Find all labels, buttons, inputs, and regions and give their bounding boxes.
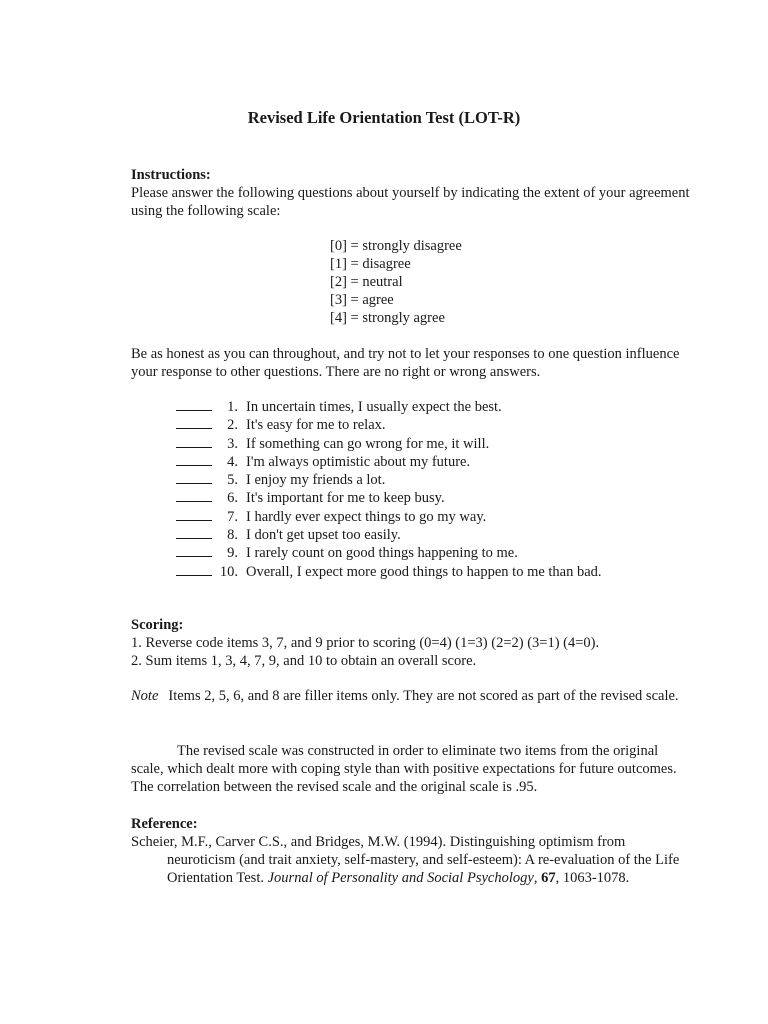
list-item — [176, 471, 602, 489]
item-text: It's easy for me to relax. — [246, 417, 386, 434]
answer-blank[interactable] — [176, 526, 212, 539]
list-item — [176, 416, 602, 434]
list-item — [176, 489, 602, 507]
instructions-text: Please answer the following questions about yourself by indicating the extent of your agreement using the following scale: — [131, 185, 690, 219]
scale-option: [2] = neutral — [330, 274, 403, 290]
answer-blank[interactable] — [176, 508, 212, 521]
item-text: It's important for me to keep busy. — [246, 490, 445, 507]
answer-blank[interactable] — [176, 453, 212, 466]
item-text: I rarely count on good things happening to me. — [246, 545, 518, 562]
item-number: 1. — [227, 399, 238, 415]
note-text: Items 2, 5, 6, and 8 are filler items only. They are not scored as part of the revised scale. — [168, 688, 679, 704]
item-number: 4. — [227, 453, 238, 470]
list-item — [176, 544, 602, 562]
page-title: Revised Life Orientation Test (LOT-R) — [247, 108, 521, 127]
list-item — [176, 563, 602, 581]
item-number: 6. — [227, 490, 238, 507]
item-text: I enjoy my friends a lot. — [246, 472, 386, 489]
reference-pages: , 1063-1078. — [555, 870, 630, 886]
answer-blank[interactable] — [176, 416, 212, 429]
list-item — [176, 453, 602, 471]
note-section — [131, 687, 691, 705]
item-number: 7. — [227, 508, 238, 525]
item-text: Overall, I expect more good things to happen to me than bad. — [246, 563, 602, 580]
instructions-heading: Instructions: — [131, 167, 211, 183]
reference-heading: Reference: — [131, 816, 198, 832]
reference-separator: , — [533, 870, 542, 886]
list-item — [176, 398, 602, 416]
answer-blank[interactable] — [176, 563, 212, 576]
scoring-step: 2. Sum items 1, 3, 4, 7, 9, and 10 to obtain an overall score. — [131, 653, 477, 669]
item-text: In uncertain times, I usually expect the best. — [246, 399, 502, 415]
answer-blank[interactable] — [176, 471, 212, 484]
list-item — [176, 435, 602, 453]
list-item — [176, 508, 602, 526]
reference-section — [131, 815, 691, 887]
reference-authors: Scheier, M.F., Carver C.S., and Bridges, M.W. (1994). Distinguishing optimism from neuroticism (and trait anxiety, self-mastery, and self-esteem): A re-evaluation of the Life Orientation Test. — [131, 834, 680, 886]
note-label: Note — [131, 688, 159, 704]
item-text: I hardly ever expect things to go my way. — [246, 508, 487, 525]
item-text: If something can go wrong for me, it will. — [246, 435, 490, 452]
item-text: I'm always optimistic about my future. — [246, 453, 471, 470]
answer-blank[interactable] — [176, 544, 212, 557]
item-number: 9. — [227, 545, 238, 562]
scoring-section — [131, 616, 691, 670]
scale-option: [4] = strongly agree — [330, 310, 445, 326]
item-number: 3. — [227, 435, 238, 452]
scoring-step: 1. Reverse code items 3, 7, and 9 prior to scoring (0=4) (1=3) (2=2) (3=1) (4=0). — [131, 635, 600, 651]
answer-blank[interactable] — [176, 489, 212, 502]
reference-journal: Journal of Personality and Social Psychology — [267, 870, 534, 886]
scale-option: [0] = strongly disagree — [330, 238, 462, 254]
answer-blank[interactable] — [176, 398, 212, 411]
reference-volume: 67 — [541, 870, 556, 886]
question-list — [176, 398, 602, 581]
item-number: 5. — [227, 472, 238, 489]
item-number: 8. — [227, 527, 238, 544]
item-number: 10. — [219, 563, 238, 580]
item-text: I don't get upset too easily. — [246, 527, 401, 544]
scale-option: [1] = disagree — [330, 256, 411, 272]
revision-paragraph: The revised scale was constructed in order to eliminate two items from the original scale, which dealt more with coping style than with positive expectations for future outcomes. The correlation between the revised scale and the original scale is .95. — [131, 743, 677, 795]
scale-option: [3] = agree — [330, 292, 394, 308]
response-scale — [330, 237, 462, 327]
scoring-heading: Scoring: — [131, 617, 184, 633]
reference-citation — [131, 833, 691, 887]
list-item — [176, 526, 602, 544]
answer-blank[interactable] — [176, 435, 212, 448]
item-number: 2. — [227, 417, 238, 434]
honesty-note: Be as honest as you can throughout, and try not to let your responses to one question influence your response to other questions. There are no right or wrong answers. — [131, 346, 680, 380]
instructions-section — [131, 166, 691, 220]
